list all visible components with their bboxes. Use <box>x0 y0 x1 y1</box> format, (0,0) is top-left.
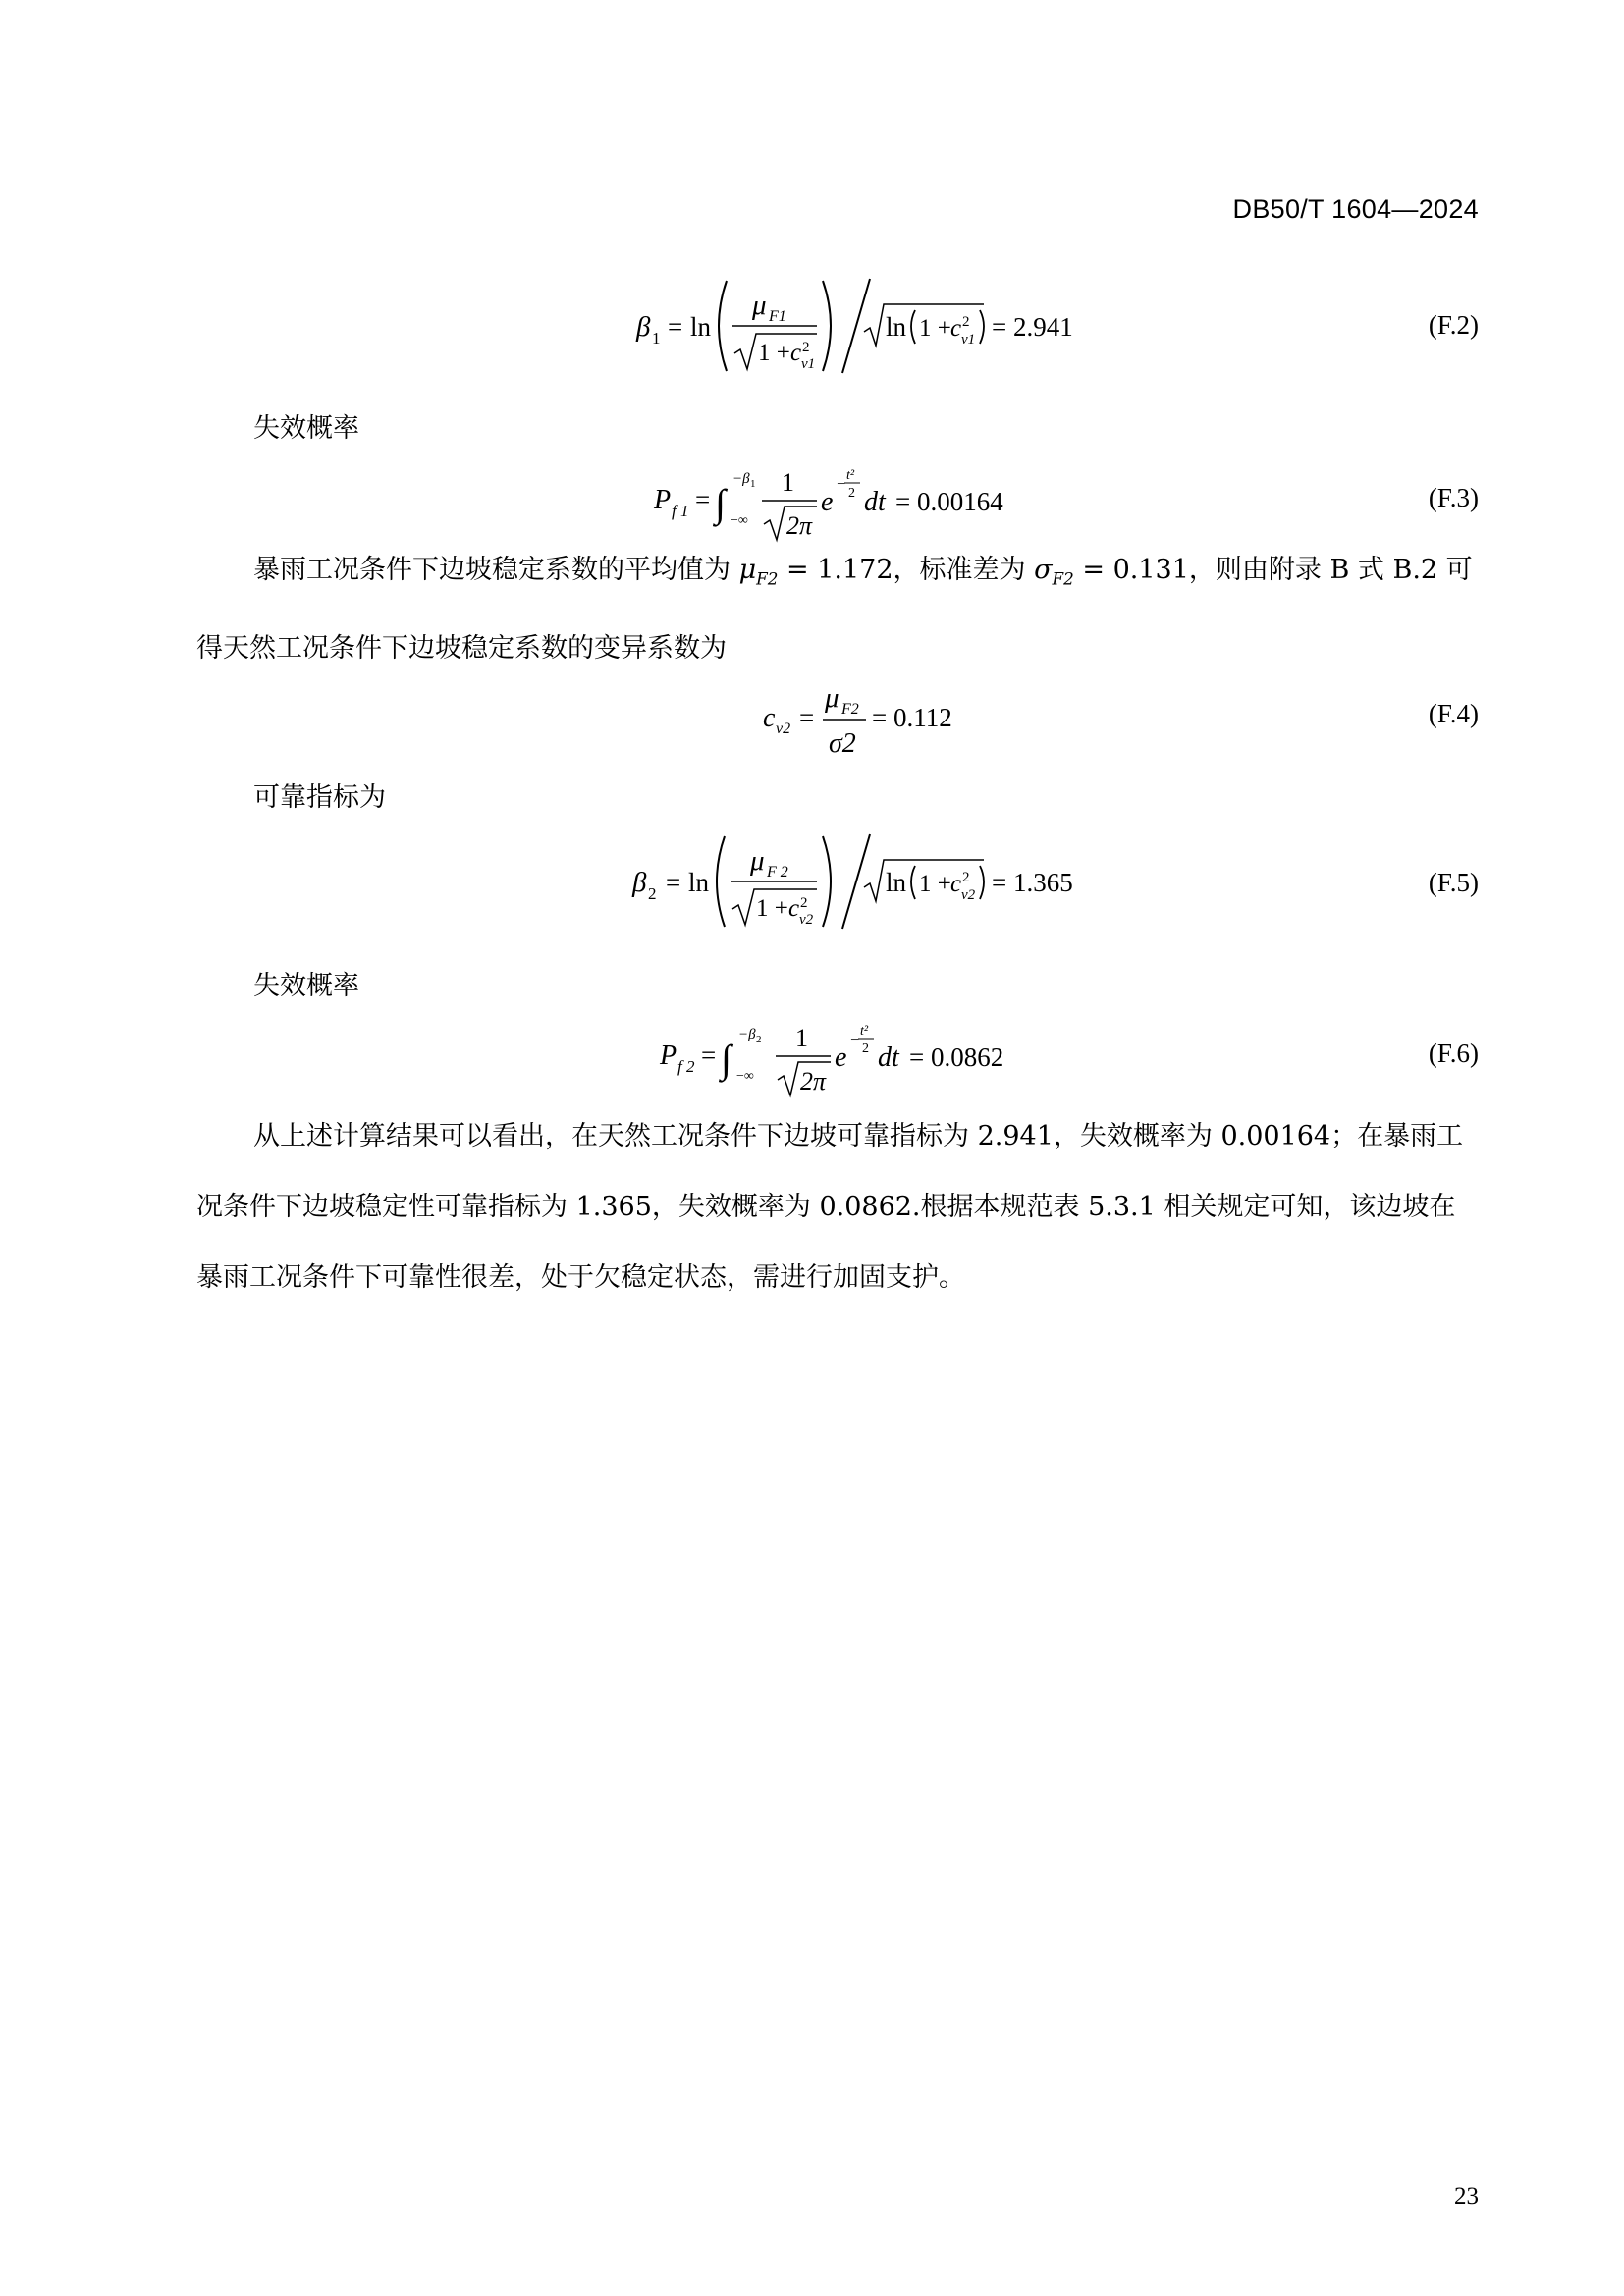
f3-P: P <box>654 485 672 515</box>
f2-c-2: c <box>950 315 962 342</box>
f2-c-sub: v1 <box>801 356 816 372</box>
f6-exp-den: 2 <box>862 1041 869 1056</box>
rainstorm-mu-value: = 1.172 <box>778 555 893 585</box>
f5-ln-2: ln <box>886 868 907 897</box>
f3-sqrt-body: 2π <box>786 511 813 540</box>
f2-c-sub-2: v1 <box>961 332 976 347</box>
f4-mu-sub: F2 <box>841 701 859 718</box>
rainstorm-sigma: σ <box>1034 555 1053 585</box>
f2-beta-sub: 1 <box>652 329 661 347</box>
f6-eq: = <box>701 1041 717 1070</box>
reliability-index-label: 可靠指标为 <box>253 782 386 813</box>
f2-c: c <box>790 340 802 366</box>
f6-exp-num: t² <box>860 1024 869 1039</box>
equation-number-f3: (F.3) <box>1428 483 1479 512</box>
f6-e: e <box>835 1042 847 1073</box>
f3-lower-limit: −∞ <box>731 513 748 528</box>
f4-mu: μ <box>825 682 839 714</box>
f5-ln: ln <box>688 868 710 897</box>
f5-right-paren <box>823 836 831 927</box>
rainstorm-text-c: ，则由附录 B 式 B.2 可得天然工况条件下边坡稳定系数的变异系数为 <box>196 555 1473 665</box>
f5-inner-right-paren <box>980 866 984 899</box>
f3-integral: ∫ <box>715 481 726 525</box>
formula-f4 <box>589 677 1178 766</box>
f6-sqrt-body: 2π <box>800 1067 827 1095</box>
f6-numerator: 1 <box>795 1024 808 1052</box>
f4-c-sub: v2 <box>776 721 791 737</box>
rainstorm-text-a: 暴雨工况条件下边坡稳定系数的平均值为 <box>253 555 739 585</box>
f5-inner-left-paren <box>911 866 915 899</box>
f2-ln-2: ln <box>886 312 907 342</box>
f3-upper-limit-sub: 1 <box>750 478 756 490</box>
f2-inner-left-paren <box>911 310 915 344</box>
f3-exp-minus: − <box>837 476 846 493</box>
f3-result: = 0.00164 <box>895 487 1003 516</box>
conclusion-paragraph: 从上述计算结果可以看出，在天然工况条件下边坡可靠指标为 2.941，失效概率为 0.00164；在暴雨工况条件下边坡稳定性可靠指标为 1.365，失效概率为 0.0862.根据本规范表 5.3.1 相关规定可知，该边坡在暴雨工况条件下可靠性很差，处于欠稳定状态，需进行加固支护。 <box>196 1121 1464 1293</box>
equation-number-f6: (F.6) <box>1428 1039 1479 1068</box>
f3-e: e <box>821 487 834 517</box>
f4-eq: = <box>799 703 815 732</box>
f2-beta: β <box>636 311 651 343</box>
f3-upper-limit: −β <box>732 471 750 487</box>
rainstorm-mu: μ <box>738 555 757 585</box>
f6-P-sub: f 2 <box>677 1057 695 1076</box>
f5-beta-sub: 2 <box>648 884 657 903</box>
rainstorm-mu-sub: F2 <box>756 568 779 589</box>
f3-eq: = <box>695 485 711 514</box>
f5-one-plus: 1 + <box>756 895 788 922</box>
f5-left-paren <box>717 836 725 927</box>
f6-upper-limit-sub: 2 <box>756 1034 762 1045</box>
f2-c-sup: 2 <box>802 340 810 355</box>
f5-c-sup-2: 2 <box>962 870 970 885</box>
f2-one-plus-2: 1 + <box>919 315 951 342</box>
f2-left-paren <box>719 281 727 371</box>
failure-probability-label-2: 失效概率 <box>253 971 359 1001</box>
f5-c-sub: v2 <box>799 912 814 928</box>
f5-slash <box>842 834 870 929</box>
f6-exp-minus: − <box>850 1032 860 1048</box>
f4-result: = 0.112 <box>872 703 952 732</box>
f6-lower-limit: −∞ <box>736 1069 754 1084</box>
formula-f2-svg <box>589 275 1178 383</box>
f2-one-plus: 1 + <box>758 340 790 366</box>
document-code: DB50/T 1604—2024 <box>1232 194 1479 224</box>
formula-f5-svg <box>589 832 1178 940</box>
rainstorm-sigma-sub: F2 <box>1052 568 1074 589</box>
f2-mu: μ <box>752 290 767 321</box>
equation-number-f4: (F.4) <box>1428 699 1479 728</box>
f5-c-sup: 2 <box>800 895 808 911</box>
f2-result: = 2.941 <box>992 312 1073 342</box>
formula-f6 <box>589 1017 1178 1105</box>
formula-f6-svg <box>589 1017 1178 1105</box>
f6-integral: ∫ <box>721 1037 731 1081</box>
page-number: 23 <box>1454 2183 1479 2210</box>
f2-c-sup-2: 2 <box>962 314 970 330</box>
failure-probability-label-1: 失效概率 <box>253 413 359 444</box>
f2-ln: ln <box>690 312 712 342</box>
f5-beta: β <box>632 867 647 898</box>
formula-f5 <box>589 832 1178 940</box>
f5-c-sub-2: v2 <box>961 887 976 903</box>
f5-mu: μ <box>750 845 765 877</box>
f5-mu-sub: F 2 <box>767 864 788 881</box>
f2-right-paren <box>823 281 831 371</box>
f2-inner-right-paren <box>980 310 984 344</box>
f6-upper-limit: −β <box>738 1027 756 1042</box>
f2-slash <box>842 279 870 373</box>
rainstorm-text-b: ，标准差为 <box>893 555 1035 585</box>
f4-denominator: σ2 <box>829 728 856 759</box>
f3-P-sub: f 1 <box>672 502 689 520</box>
f5-result: = 1.365 <box>992 868 1073 897</box>
equation-number-f2: (F.2) <box>1428 310 1479 340</box>
f6-dt: dt <box>878 1042 899 1073</box>
f5-c: c <box>788 895 800 922</box>
f3-numerator: 1 <box>782 468 794 497</box>
f2-eq: = <box>668 312 683 342</box>
f3-dt: dt <box>864 487 886 517</box>
rainstorm-paragraph <box>196 535 1479 684</box>
f5-c-2: c <box>950 871 962 897</box>
f3-exp-num: t² <box>846 468 855 483</box>
f6-P: P <box>660 1041 677 1071</box>
rainstorm-sigma-value: = 0.131 <box>1073 555 1189 585</box>
f5-eq: = <box>666 868 681 897</box>
formula-f2 <box>589 275 1178 383</box>
f5-one-plus-2: 1 + <box>919 871 951 897</box>
formula-f4-svg <box>589 677 1178 766</box>
f4-c: c <box>763 703 776 733</box>
f6-result: = 0.0862 <box>909 1042 1004 1072</box>
f3-exp-den: 2 <box>848 486 855 501</box>
equation-number-f5: (F.5) <box>1428 868 1479 897</box>
f2-mu-sub: F1 <box>769 308 786 325</box>
